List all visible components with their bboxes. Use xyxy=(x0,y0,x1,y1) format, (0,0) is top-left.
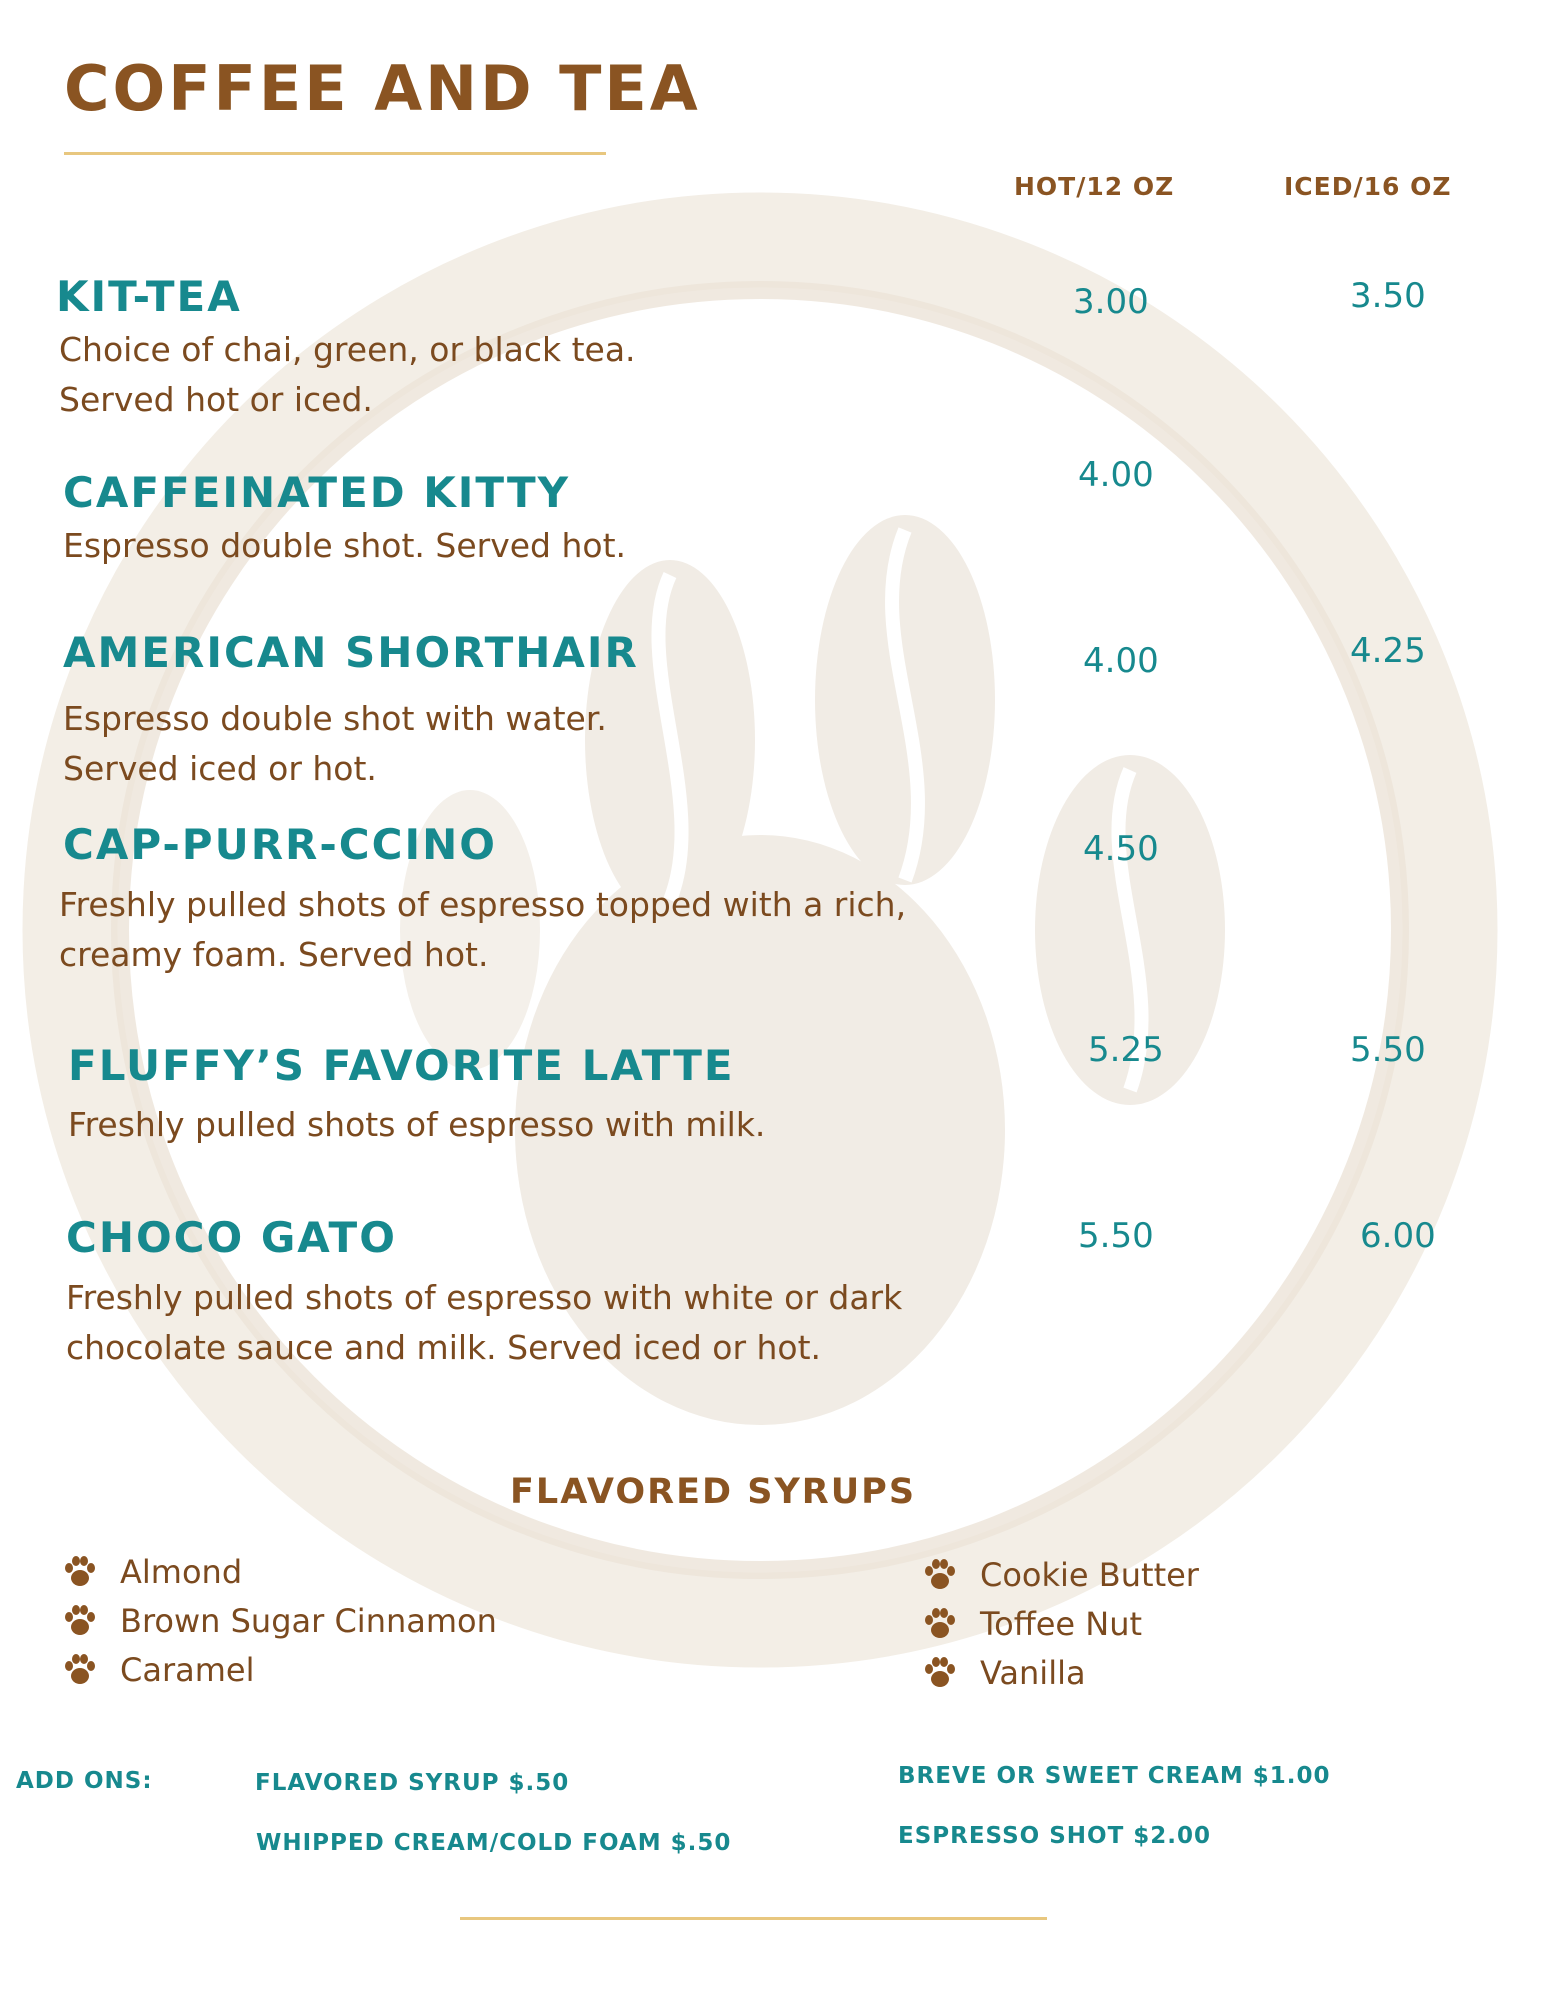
addon-item: FLAVORED SYRUP $.50 xyxy=(255,1770,570,1796)
item-description xyxy=(59,880,906,980)
item-name: CHOCO GATO xyxy=(66,1213,397,1262)
price-hot: 5.25 xyxy=(1088,1030,1164,1070)
item-description-line: Freshly pulled shots of espresso with white or dark xyxy=(66,1278,903,1317)
column-header-iced: ICED/16 OZ xyxy=(1284,172,1452,201)
price-iced: 5.50 xyxy=(1350,1030,1426,1070)
syrup-list-left xyxy=(62,1547,497,1694)
item-description-line: Served iced or hot. xyxy=(63,749,377,788)
item-description xyxy=(59,325,636,425)
price-iced: 3.50 xyxy=(1350,276,1426,316)
item-description-line: Espresso double shot with water. xyxy=(63,699,607,738)
price-iced: 4.25 xyxy=(1350,631,1426,671)
addon-item: BREVE OR SWEET CREAM $1.00 xyxy=(898,1763,1331,1789)
item-name: KIT-TEA xyxy=(56,272,242,321)
price-hot: 4.00 xyxy=(1078,455,1154,495)
item-description-line: Freshly pulled shots of espresso with milk. xyxy=(68,1105,766,1144)
column-header-hot: HOT/12 OZ xyxy=(1014,172,1175,201)
item-name: FLUFFY’S FAVORITE LATTE xyxy=(68,1041,735,1090)
item-description-line: Freshly pulled shots of espresso topped with a rich, xyxy=(59,885,907,924)
item-name: CAFFEINATED KITTY xyxy=(63,468,571,517)
price-hot: 4.00 xyxy=(1083,641,1159,681)
syrup-label: Caramel xyxy=(120,1650,255,1689)
price-hot: 4.50 xyxy=(1083,829,1159,869)
item-description xyxy=(68,1100,765,1150)
paw-icon xyxy=(922,1606,958,1642)
title-divider xyxy=(64,152,606,155)
addon-item: ESPRESSO SHOT $2.00 xyxy=(898,1823,1212,1849)
syrup-list-right xyxy=(922,1550,1199,1697)
list-item xyxy=(922,1648,1199,1697)
price-hot: 5.50 xyxy=(1078,1216,1154,1256)
price-hot: 3.00 xyxy=(1073,282,1149,322)
paw-icon xyxy=(62,1554,98,1590)
list-item xyxy=(62,1645,497,1694)
item-description-line: creamy foam. Served hot. xyxy=(59,935,489,974)
item-description-line: chocolate sauce and milk. Served iced or hot. xyxy=(66,1328,822,1367)
item-description-line: Served hot or iced. xyxy=(59,380,373,419)
syrup-label: Toffee Nut xyxy=(980,1604,1143,1643)
syrup-label: Cookie Butter xyxy=(980,1555,1199,1594)
syrup-label: Vanilla xyxy=(980,1653,1086,1692)
paw-icon xyxy=(922,1655,958,1691)
syrup-label: Brown Sugar Cinnamon xyxy=(120,1601,497,1640)
item-name: AMERICAN SHORTHAIR xyxy=(63,628,639,677)
syrup-label: Almond xyxy=(120,1552,243,1591)
page-title: COFFEE AND TEA xyxy=(64,52,701,125)
item-description xyxy=(63,521,626,571)
paw-icon xyxy=(62,1603,98,1639)
addon-item: WHIPPED CREAM/COLD FOAM $.50 xyxy=(256,1830,732,1856)
price-iced: 6.00 xyxy=(1360,1216,1436,1256)
item-name: CAP-PURR-CCINO xyxy=(63,820,497,869)
footer-divider xyxy=(460,1917,1047,1920)
syrups-heading: FLAVORED SYRUPS xyxy=(510,1472,917,1512)
list-item xyxy=(62,1547,497,1596)
list-item xyxy=(922,1599,1199,1648)
list-item xyxy=(62,1596,497,1645)
paw-icon xyxy=(922,1557,958,1593)
item-description-line: Espresso double shot. Served hot. xyxy=(63,526,626,565)
list-item xyxy=(922,1550,1199,1599)
item-description xyxy=(66,1273,902,1373)
item-description xyxy=(63,694,607,794)
item-description-line: Choice of chai, green, or black tea. xyxy=(59,330,636,369)
addons-label: ADD ONS: xyxy=(16,1768,153,1794)
paw-icon xyxy=(62,1652,98,1688)
